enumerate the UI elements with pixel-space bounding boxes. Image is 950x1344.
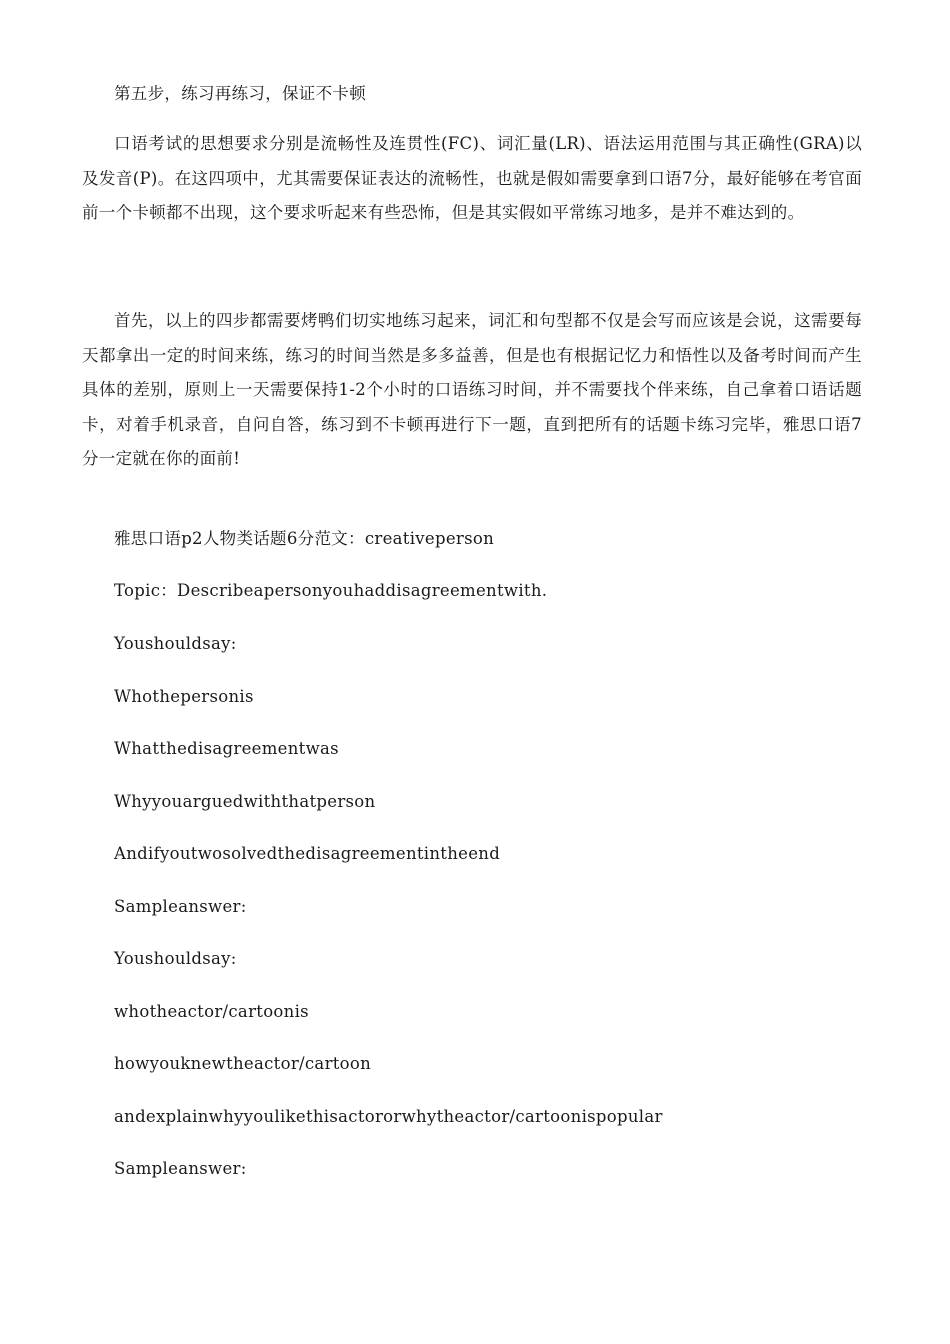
- cue-line: howyouknewtheactor/cartoon: [114, 1054, 372, 1073]
- topic-line: Topic：Describeapersonyouhaddisagreementwith.: [114, 581, 548, 600]
- cue-line: Whothepersonis: [114, 687, 254, 706]
- cue-line: andexplainwhyyoulikethisactororwhytheactor/cartoonispopular: [114, 1107, 663, 1126]
- sample-answer-label: Sampleanswer:: [114, 1159, 247, 1178]
- cue-line: Whyyouarguedwiththatperson: [114, 792, 376, 811]
- sample-answer-label: Sampleanswer:: [114, 897, 247, 916]
- cue-line: Andifyoutwosolvedthedisagreementintheend: [114, 844, 501, 863]
- you-should-say-label: Youshouldsay:: [114, 634, 237, 653]
- paragraph-fluency-requirements: 口语考试的思想要求分别是流畅性及连贯性(FC)、词汇量(LR)、语法运用范围与其正确性(GRA)以及发音(P)。在这四项中，尤其需要保证表达的流畅性，也就是假如需要拿到口语7分，最好能够在考官面前一个卡顿都不出现，这个要求听起来有些恐怖，但是其实假如平常练习地多，是并不难达到的。: [82, 134, 862, 222]
- sample-title: 雅思口语p2人物类话题6分范文：creativeperson: [114, 529, 495, 548]
- you-should-say-label: Youshouldsay:: [114, 949, 237, 968]
- cue-line: Whatthedisagreementwas: [114, 739, 339, 758]
- step-heading: 第五步，练习再练习，保证不卡顿: [114, 84, 366, 103]
- cue-line: whotheactor/cartoonis: [114, 1002, 309, 1021]
- paragraph-practice-advice: 首先，以上的四步都需要烤鸭们切实地练习起来，词汇和句型都不仅是会写而应该是会说，这需要每天都拿出一定的时间来练，练习的时间当然是多多益善，但是也有根据记忆力和悟性以及备考时间而产生具体的差别，原则上一天需要保持1-2个小时的口语练习时间，并不需要找个伴来练，自己拿着口语话题卡，对着手机录音，自问自答，练习到不卡顿再进行下一题，直到把所有的话题卡练习完毕，雅思口语7分一定就在你的面前!: [82, 311, 862, 468]
